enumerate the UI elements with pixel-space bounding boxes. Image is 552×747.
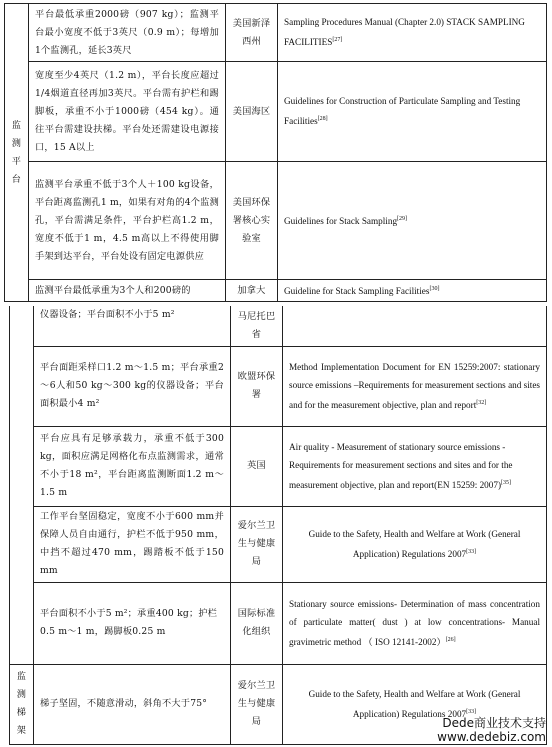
citation-number: [32] [476,399,487,406]
watermark [437,716,546,744]
region-cell: 英国 [231,426,283,506]
requirement-cell: 监测平台承重不低于3个人＋100 kg设备，平台距离监测孔1 m，如果有对角的4个监测孔，平台需满足条件，平台护栏高1.2 m，宽度不低于1 m，4.5 m高以上不得使用脚手架到达平台，平台处设有固定电源供应 [29,162,226,280]
requirement-cell: 宽度至少4英尺（1.2 m），平台长度应超过1/4烟道直径再加3英尺。平台需有护栏和踢脚板，承重不小于1000磅（454 kg）。通往平台需建设扶梯。平台处还需建设电源接口，15 A以上 [29,62,226,162]
monitoring-platform-table [4,3,547,302]
table-row [10,346,547,426]
region-cell: 爱尔兰卫生与健康局 [231,664,283,744]
citation-number: [27] [332,37,343,44]
citation-number: [33] [466,548,477,555]
table-row [10,426,547,506]
watermark-line1: Dede商业技术支持 [442,716,546,730]
reference-cell: Stationary source emissions- Determination of mass concentration of particulate matter( dust ) at low concentrations- Manual gravimetric method （ ISO 12141-2002）[26] [283,582,547,664]
monitoring-ladder-table [9,306,547,745]
requirement-cell: 工作平台坚固稳定，宽度不小于600 mm并保障人员自由通行，护栏不低于950 mm，中挡不超过470 mm，踢踏板不低于150 mm [34,506,231,582]
reference-cell: Air quality - Measurement of stationary source emissions - Requirements for measurement sections and sites and for the measurement objective, plan and report(EN 15259: 2007)[35] [283,426,547,506]
region-cell: 美国海区 [226,62,278,162]
table-row [5,62,547,162]
requirement-cell: 平台面积不小于5 m²；承重400 kg；护栏0.5 m～1 m，踢脚板0.25 m [34,582,231,664]
table-row [5,162,547,280]
requirement-cell: 平台最低承重2000磅（907 kg）；监测平台最小宽度不低于3英尺（0.9 m）；每增加1个监测孔，延长3英尺 [29,4,226,62]
table-row [10,306,547,346]
region-cell: 美国新泽西州 [226,4,278,62]
requirement-cell: 监测平台最低承重为3个人和200磅的 [29,280,226,302]
citation-number: [30] [429,286,440,293]
reference-cell [283,306,547,346]
citation-number: [35] [501,479,512,486]
citation-number: [26] [445,636,456,643]
region-cell: 国际标准化组织 [231,582,283,664]
table-row [10,582,547,664]
requirement-cell: 梯子坚固，不随意滑动，斜角不大于75° [34,664,231,744]
table-row [5,280,547,302]
region-cell: 爱尔兰卫生与健康局 [231,506,283,582]
reference-cell: Guidelines for Construction of Particulate Sampling and Testing Facilities[28] [278,62,547,162]
region-cell: 欧盟环保署 [231,346,283,426]
reference-cell: Guide to the Safety, Health and Welfare at Work (General Application) Regulations 2007[33] [283,664,547,744]
citation-number: [33] [466,708,477,715]
region-cell: 加拿大 [226,280,278,302]
region-cell: 马尼托巴省 [231,306,283,346]
watermark-url: www.dedebiz.com [437,730,546,744]
reference-cell: Guide to the Safety, Health and Welfare at Work (General Application) Regulations 2007[33] [283,506,547,582]
reference-cell: Guidelines for Stack Sampling[29] [278,162,547,280]
reference-cell: Method Implementation Document for EN 15259:2007: stationary source emissions –Requirements for measurement sections and sites and for the measurement objective, plan and report[32] [283,346,547,426]
table-row [10,506,547,582]
region-cell: 美国环保署核心实验室 [226,162,278,280]
citation-number: [29] [397,216,408,223]
reference-cell: Sampling Procedures Manual (Chapter 2.0) STACK SAMPLING FACILITIES[27] [278,4,547,62]
category-cell-empty [10,306,34,664]
category-cell-platform: 监 测 平 台 [5,4,29,302]
category-cell-ladder: 监 测 梯 架 [10,664,34,744]
requirement-cell: 平台面距采样口1.2 m～1.5 m；平台承重2～6人和50 kg～300 kg的仪器设备；平台面积最小4 m² [34,346,231,426]
requirement-cell: 平台应具有足够承载力，承重不低于300 kg，面积应满足网格化布点监测需求，通常不小于18 m²，平台距离监测断面1.2 m～1.5 m [34,426,231,506]
requirement-cell: 仪器设备；平台面积不小于5 m² [34,306,231,346]
table-row [5,4,547,62]
citation-number: [28] [317,116,328,123]
reference-cell: Guideline for Stack Sampling Facilities[30] [278,280,547,302]
